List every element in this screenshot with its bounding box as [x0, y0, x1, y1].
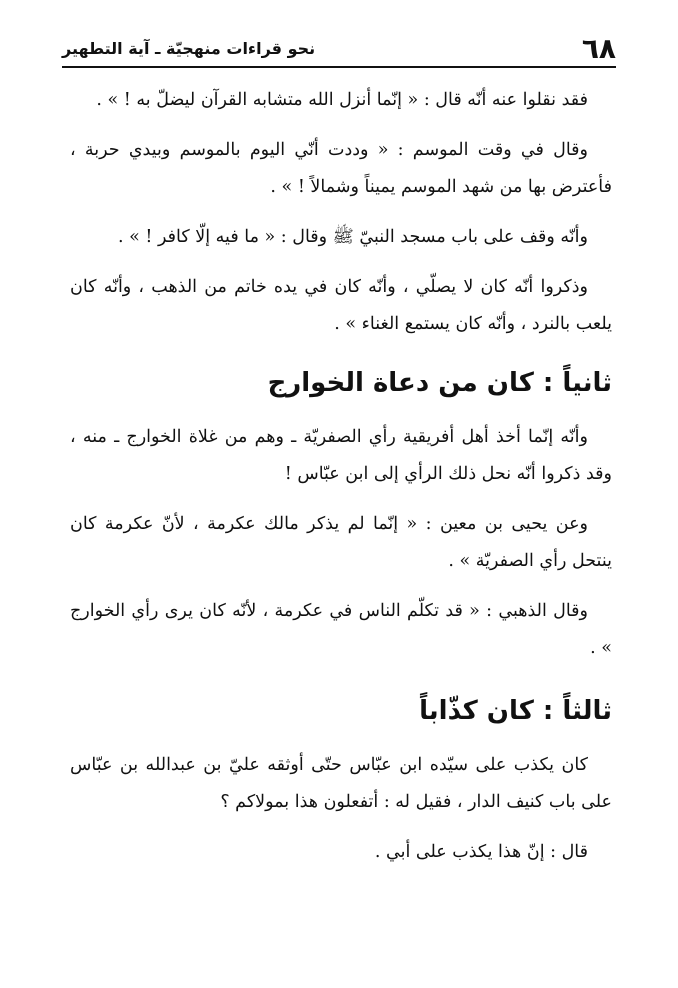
- page-header: [62, 30, 616, 66]
- body-paragraph: كان يكذب على سيّده ابن عبّاس حتّى أوثقه عليّ بن عبدالله بن عبّاس على باب كنيف الدار ، فقيل له : أتفعلون هذا بمولاكم ؟: [70, 755, 612, 812]
- page-number: ٦٨: [581, 31, 616, 65]
- header-rule: [62, 66, 616, 68]
- body-paragraph: وقال الذهبي : « قد تكلّم الناس في عكرمة ، لأنّه كان يرى رأي الخوارج » .: [70, 601, 612, 658]
- page-body: [70, 82, 612, 884]
- body-paragraph: وذكروا أنّه كان لا يصلّي ، وأنّه كان في يده خاتم من الذهب ، وأنّه كان يلعب بالنرد ، وأنّه كان يستمع الغناء » .: [70, 277, 612, 334]
- body-paragraph: وأنّه إنّما أخذ أهل أفريقية رأي الصفريّة ـ وهم من غلاة الخوارج ـ منه ، وقد ذكروا أنّه نحل ذلك الرأي إلى ابن عبّاس !: [70, 427, 612, 484]
- section-heading: ثانياً : كان من دعاة الخوارج: [267, 368, 612, 398]
- body-paragraph: وعن يحيى بن معين : « إنّما لم يذكر مالك عكرمة ، لأنّ عكرمة كان ينتحل رأي الصفريّة » .: [70, 514, 612, 571]
- body-paragraph: فقد نقلوا عنه أنّه قال : « إنّما أنزل الله متشابه القرآن ليضلّ به ! » .: [96, 90, 588, 110]
- section-heading: ثالثاً : كان كذّاباً: [419, 696, 612, 726]
- body-paragraph: وقال في وقت الموسم : « وددت أنّي اليوم بالموسم وبيدي حربة ، فأعترض بها من شهد الموسم يميناً وشمالاً ! » .: [70, 140, 612, 197]
- body-paragraph: قال : إنّ هذا يكذب على أبي .: [374, 842, 588, 862]
- body-paragraph: وأنّه وقف على باب مسجد النبيّ ﷺ وقال : « ما فيه إلّا كافر ! » .: [118, 227, 588, 247]
- running-title: نحو قراءات منهجيّة ـ آية التطهير: [62, 38, 316, 58]
